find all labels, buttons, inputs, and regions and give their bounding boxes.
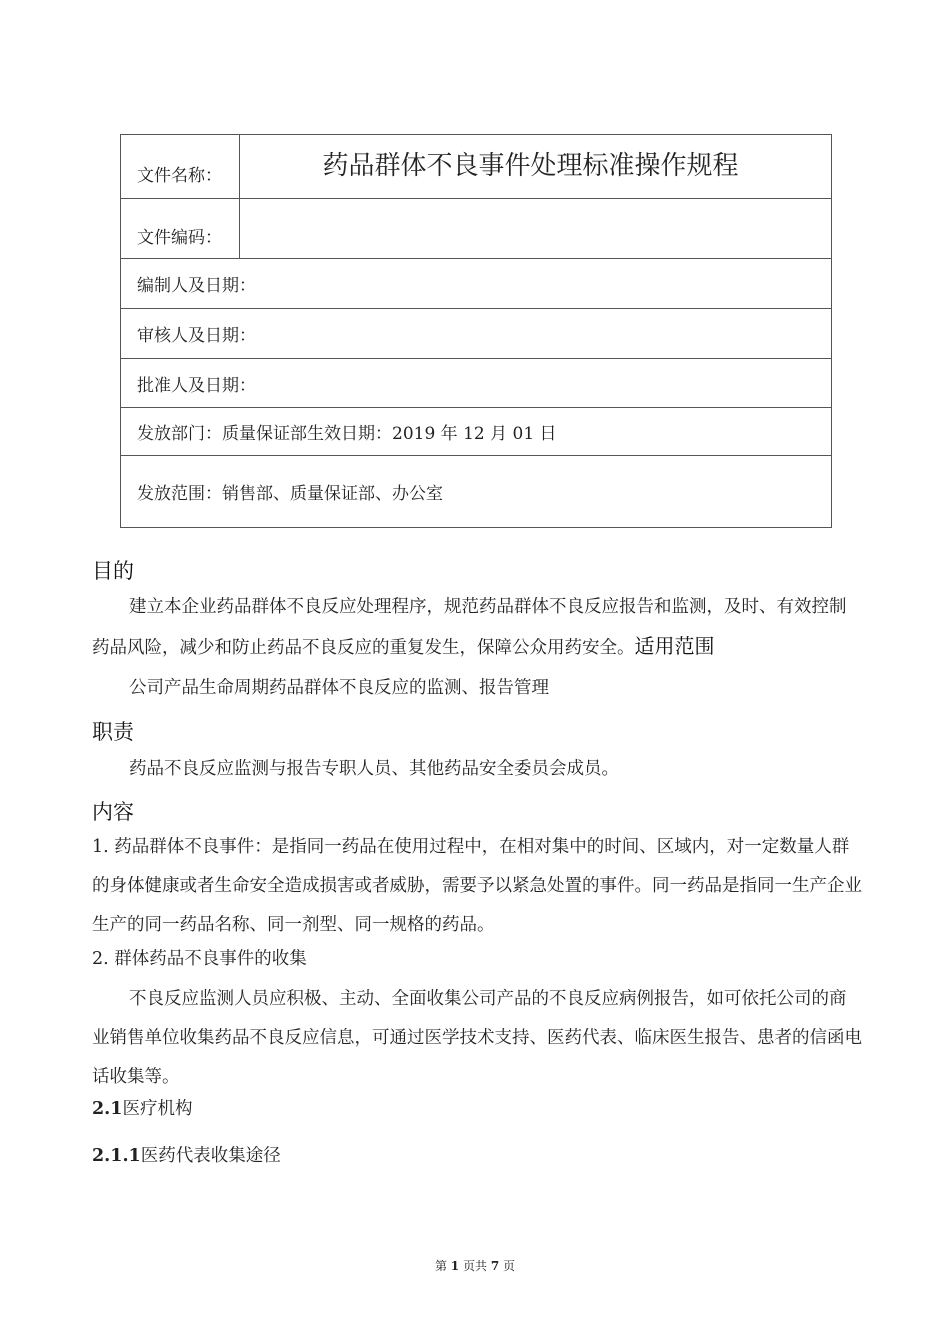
file-name-value — [240, 135, 832, 199]
file-code-value — [240, 199, 832, 259]
author-date-row: 编制人及日期： — [121, 259, 832, 309]
content-item-2-1 — [92, 1090, 862, 1129]
document-header-table — [120, 134, 832, 528]
document-title: 药品群体不良事件处理标准操作规程 — [322, 151, 739, 181]
item-2-1-1-number: 2.1.1 — [92, 1146, 141, 1166]
duty-heading: 职责 — [92, 720, 134, 744]
footer-pre: 第 — [434, 1259, 447, 1273]
page-footer — [0, 1257, 950, 1274]
footer-mid: 页共 — [462, 1259, 487, 1273]
content-heading: 内容 — [92, 800, 134, 824]
purpose-paragraph — [92, 588, 862, 668]
duty-paragraph: 药品不良反应监测与报告专职人员、其他药品安全委员会成员。 — [129, 759, 619, 779]
purpose-heading: 目的 — [92, 559, 134, 583]
footer-post: 页 — [503, 1259, 516, 1273]
item-2-1-text: 医疗机构 — [122, 1099, 193, 1119]
footer-total-pages: 7 — [490, 1259, 500, 1273]
file-code-label: 文件编码： — [121, 199, 240, 259]
content-item-2-1-1 — [92, 1137, 862, 1176]
purpose-text: 建立本企业药品群体不良反应处理程序，规范药品群体不良反应报告和监测，及时、有效控制药品风险，减少和防止药品不良反应的重复发生，保障公众用药安全。 — [92, 597, 847, 658]
scope-heading: 适用范围 — [634, 634, 715, 658]
item-2-1-1-text: 医药代表收集途径 — [140, 1146, 281, 1166]
footer-page-number: 1 — [450, 1259, 460, 1273]
content-item-2-title: 2. 群体药品不良事件的收集 — [92, 949, 307, 969]
distribution-scope-row: 发放范围：销售部、质量保证部、办公室 — [121, 456, 832, 528]
scope-paragraph: 公司产品生命周期药品群体不良反应的监测、报告管理 — [129, 678, 549, 698]
content-item-2-text: 不良反应监测人员应积极、主动、全面收集公司产品的不良反应病例报告，如可依托公司的商业销售单位收集药品不良反应信息，可通过医学技术支持、医药代表、临床医生报告、患者的信函电话收集等。 — [92, 989, 862, 1087]
reviewer-date-row: 审核人及日期： — [121, 309, 832, 359]
content-item-1: 1. 药品群体不良事件：是指同一药品在使用过程中，在相对集中的时间、区域内，对一定数量人群的身体健康或者生命安全造成损害或者威胁，需要予以紧急处置的事件。同一药品是指同一生产企业生产的同一药品名称、同一剂型、同一规格的药品。 — [92, 837, 862, 935]
file-name-label: 文件名称： — [121, 135, 240, 199]
issuing-dept-row: 发放部门：质量保证部生效日期：2019 年 12 月 01 日 — [121, 408, 832, 456]
approver-date-row: 批准人及日期： — [121, 359, 832, 408]
item-2-1-number: 2.1 — [92, 1099, 123, 1119]
